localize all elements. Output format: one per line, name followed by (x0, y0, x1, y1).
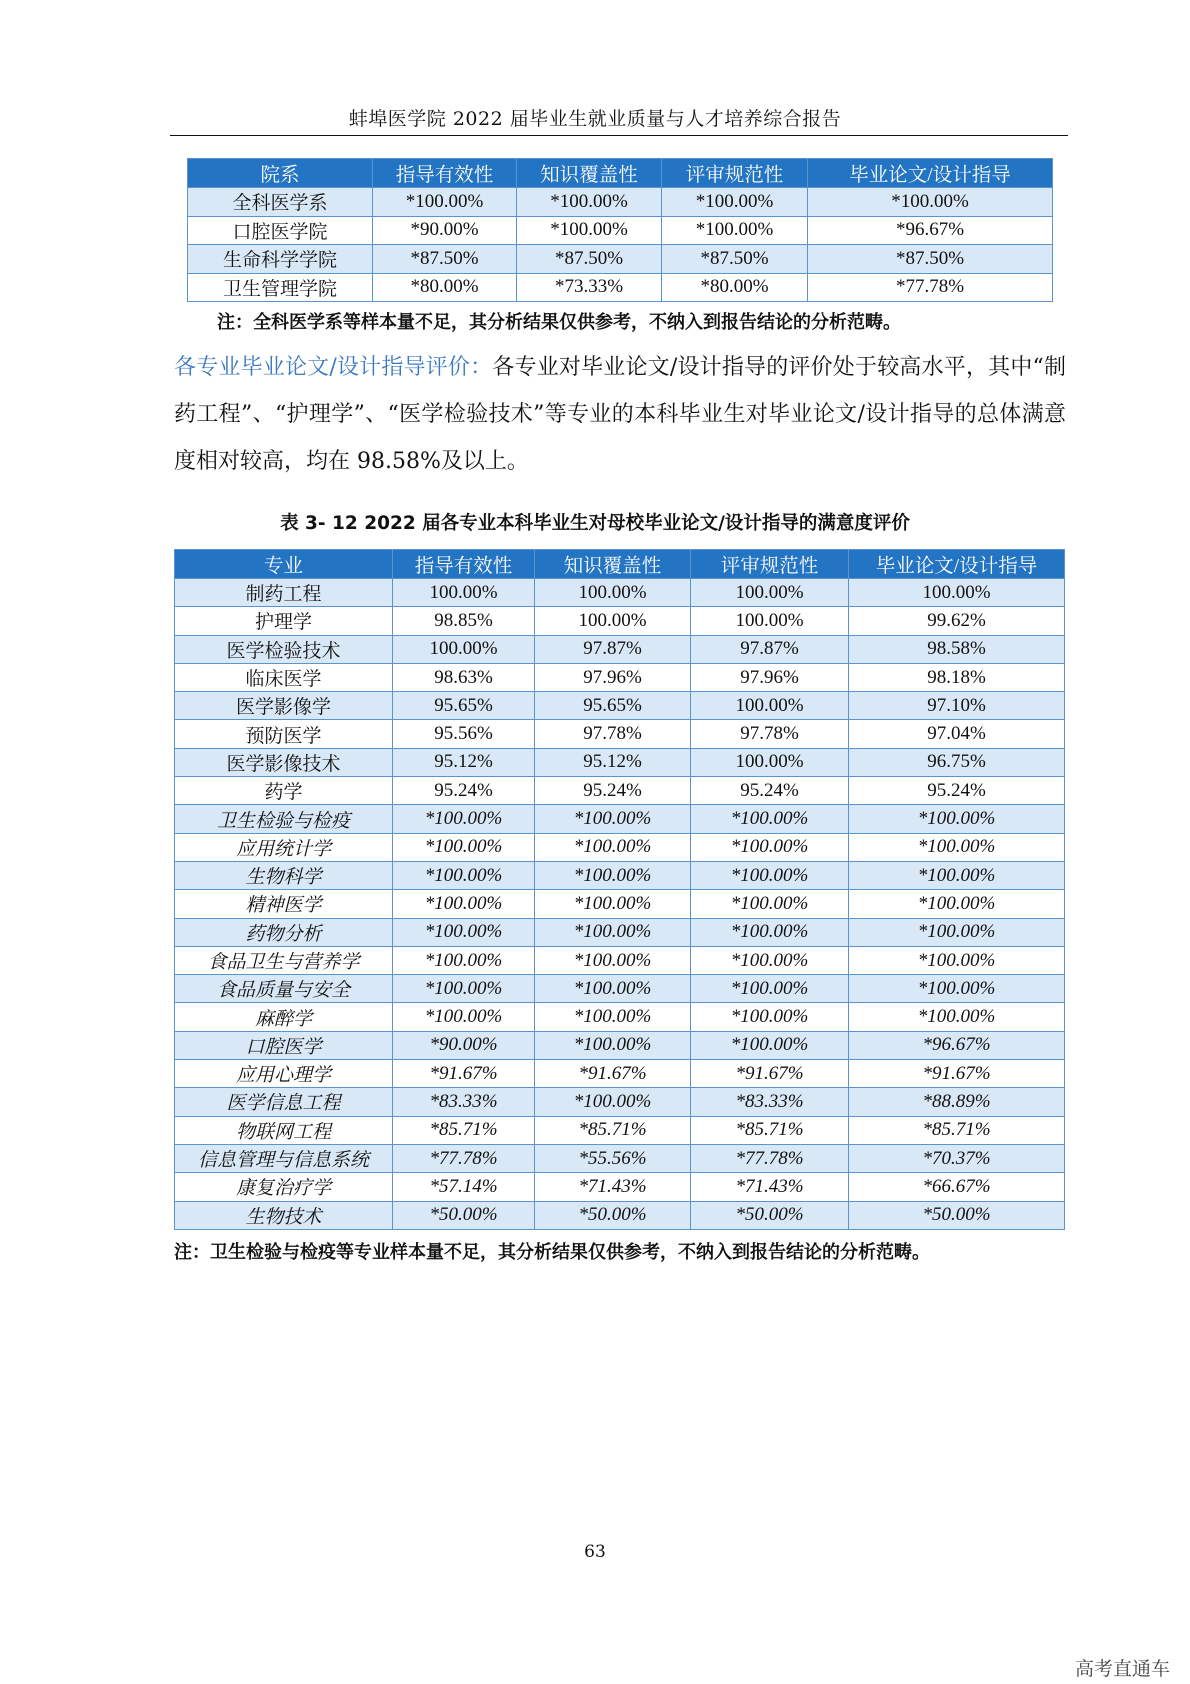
value-cell: 100.00% (393, 635, 535, 663)
value-cell: *100.00% (691, 918, 849, 946)
page-number: 63 (584, 1542, 606, 1562)
value-cell: *100.00% (691, 975, 849, 1003)
value-cell: *100.00% (849, 833, 1065, 861)
watermark-text: 高考直通车 (1074, 1658, 1170, 1680)
value-cell: 97.10% (849, 692, 1065, 720)
value-cell: 97.87% (691, 635, 849, 663)
value-cell: *100.00% (517, 188, 662, 217)
column-header: 知识覆盖性 (517, 159, 662, 188)
row-label-cell: 医学信息工程 (175, 1088, 393, 1116)
row-label-cell: 应用心理学 (175, 1060, 393, 1088)
table-row (175, 748, 1065, 776)
value-cell: *100.00% (393, 918, 535, 946)
column-header: 知识覆盖性 (535, 550, 691, 579)
value-cell: *91.67% (535, 1060, 691, 1088)
value-cell: *50.00% (535, 1201, 691, 1229)
value-cell: 96.75% (849, 748, 1065, 776)
table-row (175, 1088, 1065, 1116)
value-cell: 100.00% (393, 579, 535, 607)
row-label-cell: 生物科学 (175, 861, 393, 889)
value-cell: *100.00% (535, 861, 691, 889)
value-cell: 95.56% (393, 720, 535, 748)
row-label-cell: 护理学 (175, 607, 393, 635)
value-cell: *100.00% (691, 1031, 849, 1059)
value-cell: *100.00% (535, 805, 691, 833)
table-row (175, 918, 1065, 946)
value-cell: 98.18% (849, 663, 1065, 691)
value-cell: *88.89% (849, 1088, 1065, 1116)
value-cell: *85.71% (535, 1116, 691, 1144)
row-label-cell: 卫生管理学院 (188, 273, 373, 302)
row-label-cell: 口腔医学院 (188, 216, 373, 245)
value-cell: *100.00% (691, 861, 849, 889)
value-cell: *57.14% (393, 1173, 535, 1201)
value-cell: *100.00% (691, 890, 849, 918)
value-cell: *90.00% (393, 1031, 535, 1059)
value-cell: *71.43% (691, 1173, 849, 1201)
value-cell: 95.12% (535, 748, 691, 776)
table-row (188, 216, 1053, 245)
column-header: 指导有效性 (393, 550, 535, 579)
paragraph-body: 各专业对毕业论文/设计指导的评价处于较高水平，其中“制药工程”、“护理学”、“医学检验技术”等专业的本科毕业生对毕业论文/设计指导的总体满意度相对较高，均在 98.58%及以上。 (174, 355, 1066, 474)
value-cell: *80.00% (373, 273, 517, 302)
value-cell: *100.00% (535, 946, 691, 974)
paragraph-lead: 各专业毕业论文/设计指导评价： (174, 355, 493, 380)
row-label-cell: 医学检验技术 (175, 635, 393, 663)
value-cell: *100.00% (535, 975, 691, 1003)
row-label-cell: 麻醉学 (175, 1003, 393, 1031)
table-row (188, 188, 1053, 217)
table-row (175, 635, 1065, 663)
value-cell: 99.62% (849, 607, 1065, 635)
table-header-row (188, 159, 1053, 188)
row-label-cell: 物联网工程 (175, 1116, 393, 1144)
value-cell: 95.24% (691, 777, 849, 805)
value-cell: *85.71% (393, 1116, 535, 1144)
value-cell: 95.65% (535, 692, 691, 720)
value-cell: *77.78% (393, 1144, 535, 1172)
value-cell: *55.56% (535, 1144, 691, 1172)
college-satisfaction-table (187, 158, 1053, 302)
value-cell: *100.00% (808, 188, 1053, 217)
table-row (175, 1116, 1065, 1144)
value-cell: *96.67% (849, 1031, 1065, 1059)
column-header: 院系 (188, 159, 373, 188)
value-cell: *100.00% (849, 861, 1065, 889)
value-cell: *50.00% (849, 1201, 1065, 1229)
table1-note: 注：全科医学系等样本量不足，其分析结果仅供参考，不纳入到报告结论的分析范畴。 (217, 312, 901, 333)
value-cell: *100.00% (393, 946, 535, 974)
row-label-cell: 生物技术 (175, 1201, 393, 1229)
value-cell: *91.67% (849, 1060, 1065, 1088)
value-cell: *100.00% (393, 805, 535, 833)
value-cell: 100.00% (849, 579, 1065, 607)
table-header-row (175, 550, 1065, 579)
analysis-paragraph (174, 344, 1066, 485)
row-label-cell: 口腔医学 (175, 1031, 393, 1059)
value-cell: 100.00% (535, 607, 691, 635)
row-label-cell: 医学影像技术 (175, 748, 393, 776)
column-header: 评审规范性 (691, 550, 849, 579)
table-row (175, 975, 1065, 1003)
value-cell: *100.00% (691, 833, 849, 861)
value-cell: *100.00% (517, 216, 662, 245)
value-cell: *100.00% (691, 946, 849, 974)
value-cell: *100.00% (691, 1003, 849, 1031)
column-header: 评审规范性 (662, 159, 808, 188)
column-header: 毕业论文/设计指导 (849, 550, 1065, 579)
table-row (175, 1031, 1065, 1059)
table-row (175, 1173, 1065, 1201)
value-cell: *83.33% (691, 1088, 849, 1116)
major-satisfaction-table (174, 549, 1065, 1230)
table-row (188, 273, 1053, 302)
table-row (175, 1144, 1065, 1172)
value-cell: *100.00% (691, 805, 849, 833)
value-cell: 97.04% (849, 720, 1065, 748)
value-cell: *100.00% (393, 833, 535, 861)
header-rule (170, 135, 1068, 136)
page-header-title: 蚌埠医学院 2022 届毕业生就业质量与人才培养综合报告 (348, 108, 842, 130)
table-row (175, 579, 1065, 607)
value-cell: *100.00% (393, 1003, 535, 1031)
value-cell: 95.24% (849, 777, 1065, 805)
value-cell: *100.00% (535, 918, 691, 946)
table-row (175, 805, 1065, 833)
value-cell: 95.24% (535, 777, 691, 805)
value-cell: 100.00% (691, 579, 849, 607)
value-cell: *80.00% (662, 273, 808, 302)
value-cell: *70.37% (849, 1144, 1065, 1172)
row-label-cell: 全科医学系 (188, 188, 373, 217)
value-cell: *91.67% (393, 1060, 535, 1088)
row-label-cell: 临床医学 (175, 663, 393, 691)
value-cell: *85.71% (691, 1116, 849, 1144)
row-label-cell: 食品质量与安全 (175, 975, 393, 1003)
value-cell: 97.87% (535, 635, 691, 663)
value-cell: 100.00% (691, 748, 849, 776)
value-cell: *85.71% (849, 1116, 1065, 1144)
table-row (175, 890, 1065, 918)
table-row (175, 833, 1065, 861)
value-cell: 98.63% (393, 663, 535, 691)
value-cell: *100.00% (535, 1003, 691, 1031)
value-cell: *77.78% (808, 273, 1053, 302)
table-row (175, 607, 1065, 635)
row-label-cell: 药物分析 (175, 918, 393, 946)
value-cell: *100.00% (535, 1088, 691, 1116)
value-cell: *90.00% (373, 216, 517, 245)
table-row (175, 1201, 1065, 1229)
table-row (175, 946, 1065, 974)
value-cell: 98.85% (393, 607, 535, 635)
value-cell: *100.00% (849, 1003, 1065, 1031)
value-cell: 95.24% (393, 777, 535, 805)
value-cell: *100.00% (662, 216, 808, 245)
value-cell: *100.00% (393, 861, 535, 889)
row-label-cell: 康复治疗学 (175, 1173, 393, 1201)
table-row (175, 1003, 1065, 1031)
value-cell: *50.00% (393, 1201, 535, 1229)
value-cell: 95.65% (393, 692, 535, 720)
row-label-cell: 食品卫生与营养学 (175, 946, 393, 974)
value-cell: 98.58% (849, 635, 1065, 663)
row-label-cell: 生命科学学院 (188, 245, 373, 274)
table-row (175, 692, 1065, 720)
value-cell: *100.00% (849, 890, 1065, 918)
value-cell: *100.00% (849, 918, 1065, 946)
value-cell: *87.50% (373, 245, 517, 274)
value-cell: 100.00% (535, 579, 691, 607)
value-cell: *100.00% (373, 188, 517, 217)
row-label-cell: 预防医学 (175, 720, 393, 748)
value-cell: *100.00% (535, 890, 691, 918)
column-header: 专业 (175, 550, 393, 579)
row-label-cell: 精神医学 (175, 890, 393, 918)
value-cell: *87.50% (517, 245, 662, 274)
row-label-cell: 药学 (175, 777, 393, 805)
value-cell: *96.67% (808, 216, 1053, 245)
value-cell: *83.33% (393, 1088, 535, 1116)
value-cell: *66.67% (849, 1173, 1065, 1201)
row-label-cell: 信息管理与信息系统 (175, 1144, 393, 1172)
value-cell: *100.00% (662, 188, 808, 217)
value-cell: 97.96% (535, 663, 691, 691)
value-cell: *71.43% (535, 1173, 691, 1201)
column-header: 指导有效性 (373, 159, 517, 188)
value-cell: *100.00% (535, 1031, 691, 1059)
table-row (175, 720, 1065, 748)
value-cell: *100.00% (535, 833, 691, 861)
value-cell: 97.78% (535, 720, 691, 748)
row-label-cell: 应用统计学 (175, 833, 393, 861)
row-label-cell: 医学影像学 (175, 692, 393, 720)
value-cell: *77.78% (691, 1144, 849, 1172)
value-cell: 100.00% (691, 692, 849, 720)
value-cell: 95.12% (393, 748, 535, 776)
table-row (175, 663, 1065, 691)
value-cell: *73.33% (517, 273, 662, 302)
value-cell: *50.00% (691, 1201, 849, 1229)
value-cell: *100.00% (849, 805, 1065, 833)
value-cell: *87.50% (662, 245, 808, 274)
row-label-cell: 制药工程 (175, 579, 393, 607)
row-label-cell: 卫生检验与检疫 (175, 805, 393, 833)
value-cell: 97.78% (691, 720, 849, 748)
value-cell: 97.96% (691, 663, 849, 691)
table2-note: 注：卫生检验与检疫等专业样本量不足，其分析结果仅供参考，不纳入到报告结论的分析范畴。 (174, 1242, 930, 1263)
value-cell: *100.00% (393, 975, 535, 1003)
table-row (175, 861, 1065, 889)
value-cell: *100.00% (393, 890, 535, 918)
table-row (175, 1060, 1065, 1088)
column-header: 毕业论文/设计指导 (808, 159, 1053, 188)
table-row (175, 777, 1065, 805)
value-cell: *91.67% (691, 1060, 849, 1088)
value-cell: 100.00% (691, 607, 849, 635)
value-cell: *100.00% (849, 975, 1065, 1003)
table2-caption: 表 3- 12 2022 届各专业本科毕业生对母校毕业论文/设计指导的满意度评价 (280, 513, 910, 534)
value-cell: *87.50% (808, 245, 1053, 274)
table-row (188, 245, 1053, 274)
value-cell: *100.00% (849, 946, 1065, 974)
